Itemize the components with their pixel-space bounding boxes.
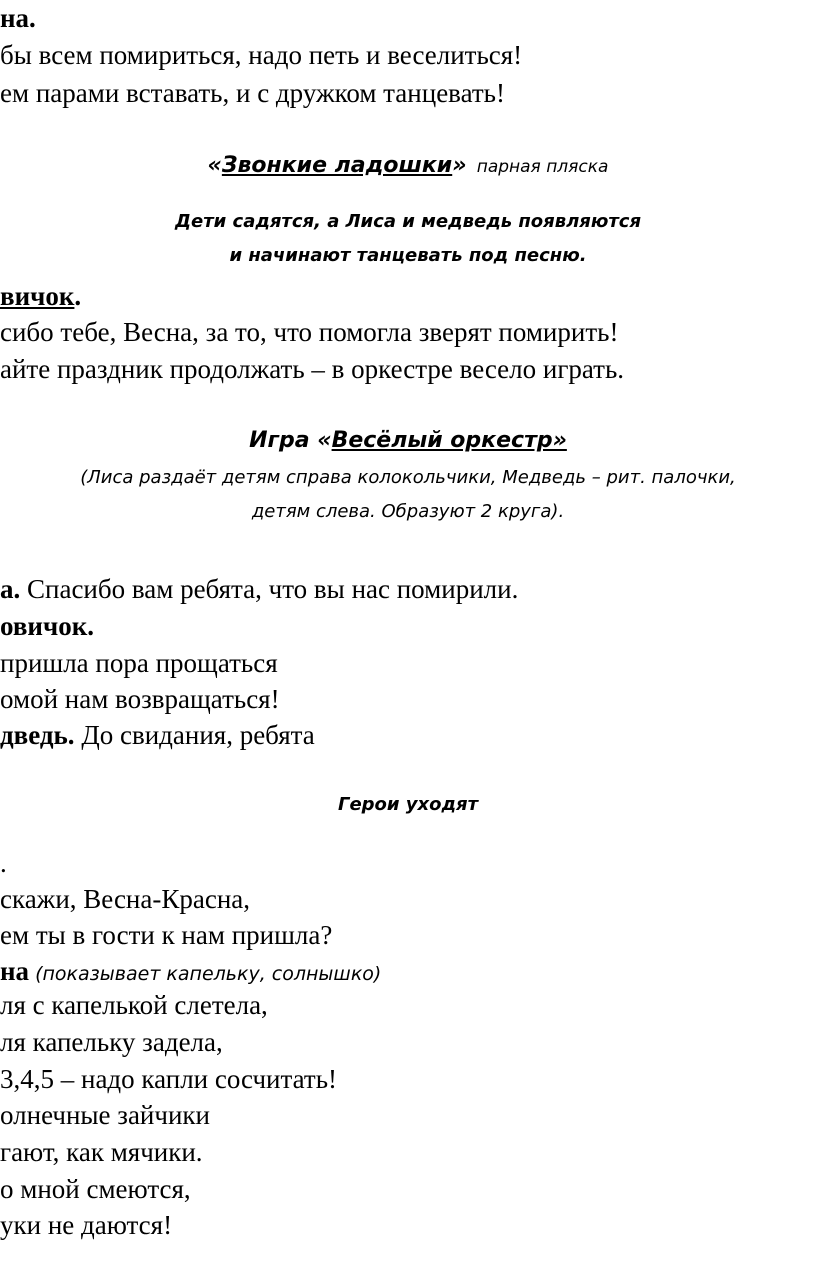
dance-heading: «Звонкие ладошки» парная пляска — [207, 153, 609, 178]
verse-line: пришла пора прощаться — [0, 648, 278, 678]
verse-line: сибо тебе, Весна, за то, что помогла зверят помирить! — [0, 317, 619, 347]
speaker-line — [0, 0, 36, 36]
verse-line: ем ты в гости к нам пришла? — [0, 920, 333, 950]
game-heading: Игра «Весёлый оркестр» — [249, 428, 567, 453]
verse-line: гают, как мячики. — [0, 1137, 203, 1167]
speaker-name: на. — [0, 3, 36, 33]
speaker-name: на — [0, 956, 30, 986]
speaker-line — [0, 608, 94, 644]
verse-line: ля с капелькой слетела, — [0, 990, 268, 1020]
verse-line: олнечные зайчики — [0, 1100, 210, 1130]
stage-note: (показывает капельку, солнышко) — [29, 963, 382, 985]
game-note: (Лиса раздаёт детям справа колокольчики, Медведь – рит. палочки, — [80, 467, 736, 488]
game-title: Весёлый оркестр» — [331, 428, 567, 453]
verse-line: омой нам возвращаться! — [0, 684, 280, 714]
speaker-name: овичок. — [0, 611, 94, 641]
game-note: детям слева. Образуют 2 круга). — [251, 501, 565, 522]
verse-line: ля капельку задела, — [0, 1027, 223, 1057]
dance-title: Звонкие ладошки — [221, 153, 453, 178]
verse-line: скажи, Весна-Красна, — [0, 884, 251, 914]
verse-line: 3,4,5 – надо капли сосчитать! — [0, 1064, 338, 1094]
speaker-name: вичок — [0, 281, 75, 311]
verse-line: уки не даются! — [0, 1210, 173, 1240]
verse-line: ем парами вставать, и с дружком танцевать! — [0, 78, 505, 108]
speaker-line: а. Спасибо вам ребята, что вы нас помирили. — [0, 574, 519, 604]
verse-line: . — [0, 848, 7, 878]
speaker-line: вичок. — [0, 281, 82, 311]
speaker-name: а. — [0, 574, 21, 604]
verse-line: о мной смеются, — [0, 1174, 191, 1204]
stage-direction: Дети садятся, а Лиса и медведь появляются — [174, 211, 642, 232]
verse-line: бы всем помириться, надо петь и веселиться! — [0, 40, 523, 70]
speaker-name: дведь. — [0, 720, 75, 750]
stage-direction: и начинают танцевать под песню. — [229, 245, 587, 266]
verse-line: айте праздник продолжать – в оркестре весело играть. — [0, 354, 625, 384]
speaker-line: дведь. До свидания, ребята — [0, 720, 315, 750]
dance-subtitle: парная пляска — [476, 157, 609, 177]
stage-direction: Герои уходят — [337, 794, 479, 815]
